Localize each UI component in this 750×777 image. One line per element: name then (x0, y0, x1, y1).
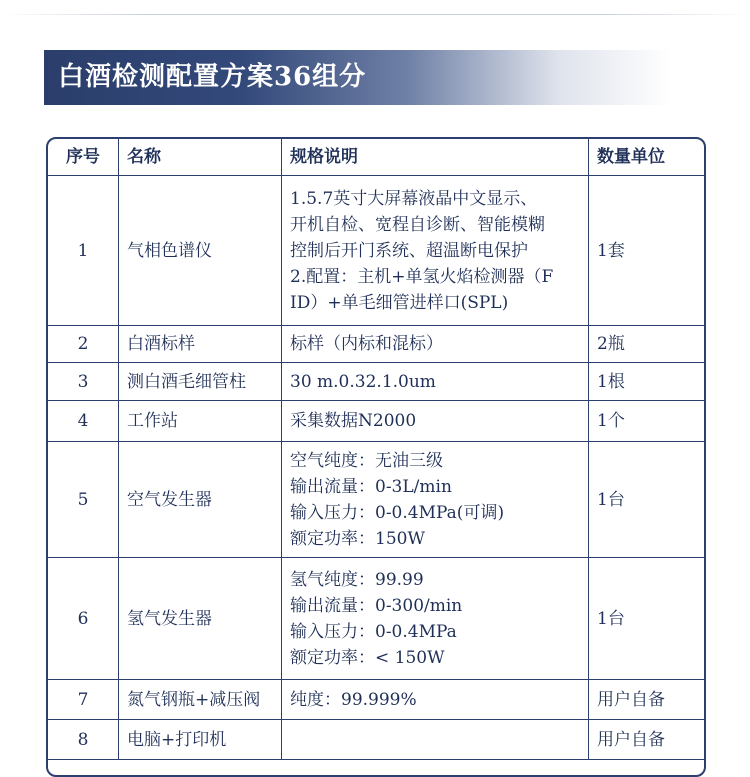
spec-line: 输入压力：0-0.4MPa(可调) (290, 502, 505, 523)
cell-qty: 2瓶 (589, 326, 707, 363)
table-row (48, 176, 706, 326)
table-row (48, 401, 706, 442)
spec-line: 额定功率：150W (290, 528, 425, 549)
top-divider (0, 14, 750, 15)
cell-name: 电脑+打印机 (119, 720, 282, 760)
spec-line: 采集数据N2000 (290, 411, 417, 431)
cell-qty: 1根 (589, 363, 707, 401)
spec-line: 2.配置：主机+单氢火焰检测器（F (290, 266, 554, 287)
cell-no: 4 (48, 401, 119, 442)
header-qty: 数量单位 (589, 139, 707, 176)
cell-qty: 用户自备 (589, 680, 707, 720)
cell-no: 1 (48, 176, 119, 326)
spec-line: 氢气纯度：99.99 (290, 569, 424, 590)
cell-name: 空气发生器 (119, 442, 282, 558)
cell-spec (282, 176, 589, 326)
cell-no: 6 (48, 558, 119, 680)
cell-qty: 1套 (589, 176, 707, 326)
cell-name: 测白酒毛细管柱 (119, 363, 282, 401)
cell-spec (282, 363, 589, 401)
cell-qty: 1台 (589, 442, 707, 558)
table-row (48, 326, 706, 363)
cell-spec (282, 401, 589, 442)
cell-name: 气相色谱仪 (119, 176, 282, 326)
header-no: 序号 (48, 139, 119, 176)
cell-no: 2 (48, 326, 119, 363)
cell-spec (282, 442, 589, 558)
spec-line: 纯度：99.999% (290, 689, 417, 710)
cell-qty: 用户自备 (589, 720, 707, 760)
table-row (48, 442, 706, 558)
cell-spec (282, 720, 589, 760)
spec-line: 控制后开门系统、超温断电保护 (290, 240, 528, 261)
title-banner (44, 50, 704, 105)
config-table-grid (48, 139, 706, 760)
cell-name: 白酒标样 (119, 326, 282, 363)
header-name: 名称 (119, 139, 282, 176)
spec-line: 30 m.0.32.1.0um (290, 371, 436, 392)
cell-name: 氮气钢瓶+减压阀 (119, 680, 282, 720)
cell-name: 氢气发生器 (119, 558, 282, 680)
spec-line: 输入压力：0-0.4MPa (290, 621, 457, 642)
spec-line: 标样（内标和混标） (290, 334, 443, 354)
table-row (48, 720, 706, 760)
cell-spec (282, 326, 589, 363)
cell-no: 5 (48, 442, 119, 558)
spec-line: ID）+单毛细管进样口(SPL) (290, 292, 509, 313)
cell-qty: 1台 (589, 558, 707, 680)
cell-no: 3 (48, 363, 119, 401)
table-row (48, 680, 706, 720)
cell-qty: 1个 (589, 401, 707, 442)
config-table (46, 137, 706, 777)
spec-line: 空气纯度：无油三级 (290, 450, 443, 471)
table-header-row (48, 139, 706, 176)
spec-line: 额定功率：< 150W (290, 647, 445, 668)
table-row (48, 558, 706, 680)
spec-line: 输出流量：0-3L/min (290, 476, 452, 497)
cell-no: 7 (48, 680, 119, 720)
page-title: 白酒检测配置方案36组分 (58, 62, 367, 92)
spec-line: 开机自检、宽程自诊断、智能模糊 (290, 214, 545, 235)
spec-line: 输出流量：0-300/min (290, 595, 463, 616)
cell-spec (282, 680, 589, 720)
table-row (48, 363, 706, 401)
cell-spec (282, 558, 589, 680)
cell-no: 8 (48, 720, 119, 760)
spec-line: 1.5.7英寸大屏幕液晶中文显示、 (290, 188, 538, 209)
cell-name: 工作站 (119, 401, 282, 442)
header-spec: 规格说明 (282, 139, 589, 176)
